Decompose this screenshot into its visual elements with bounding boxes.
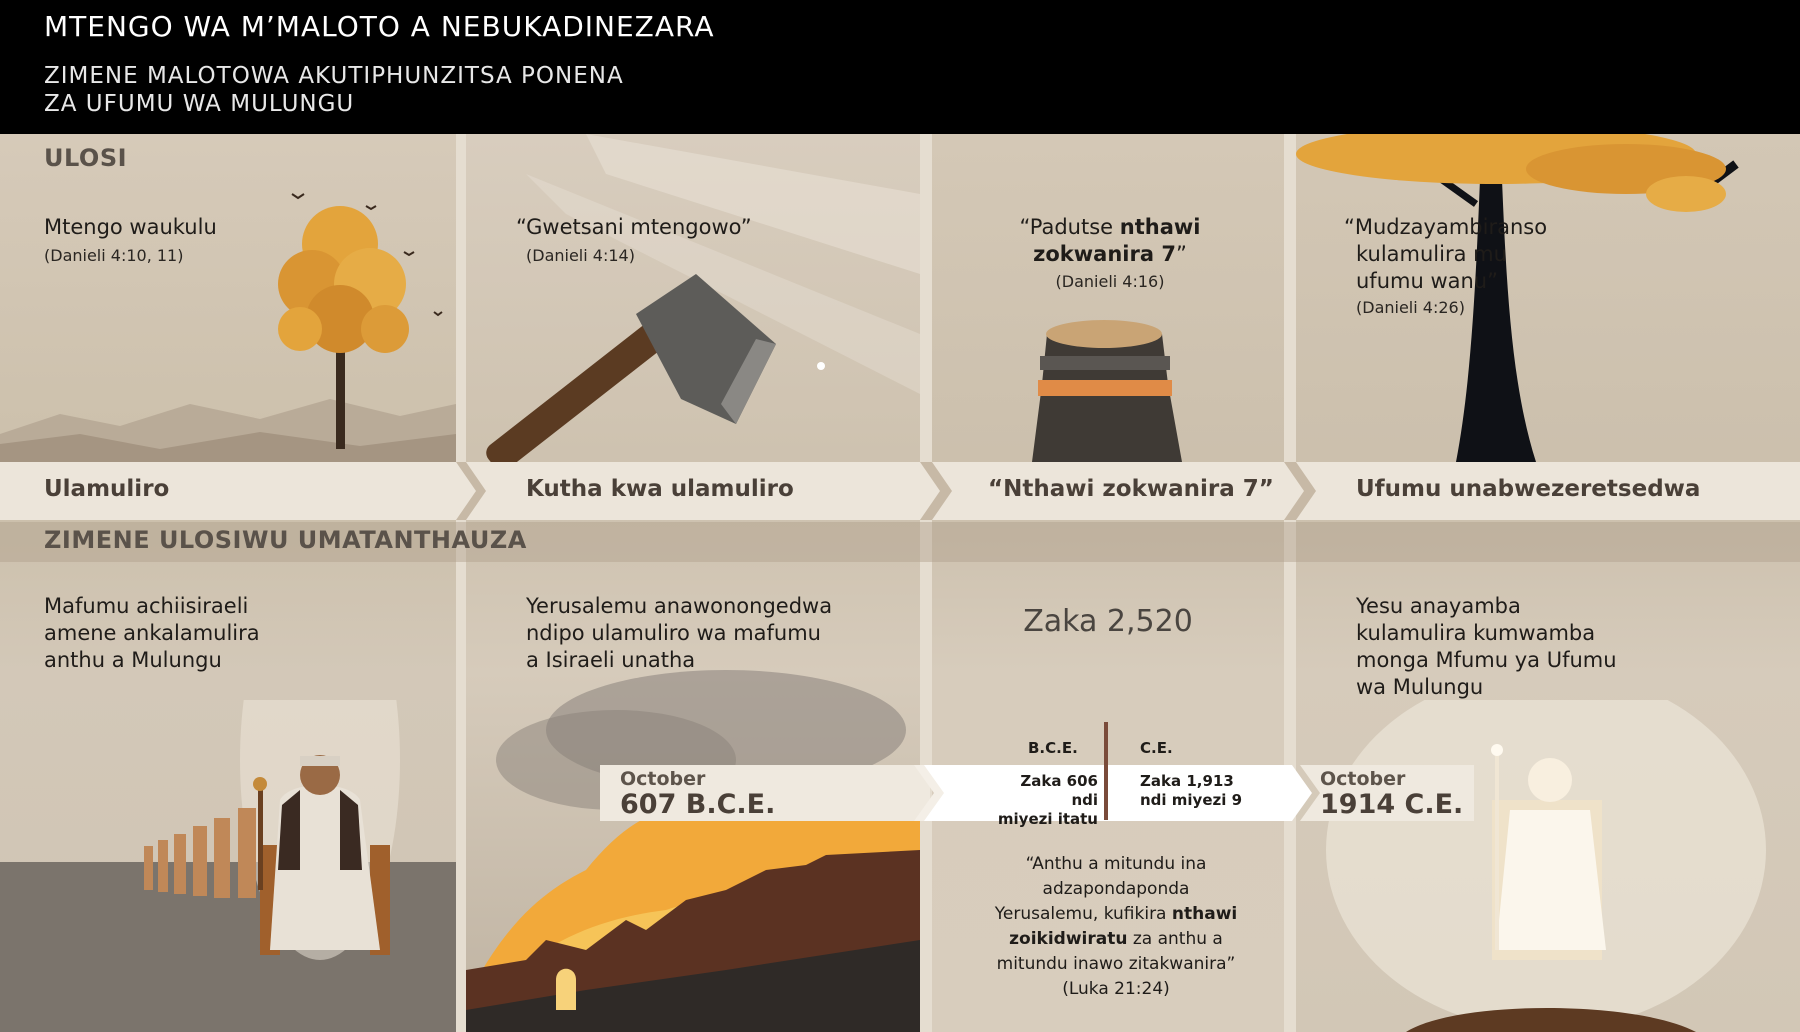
kings-illustration [0, 700, 456, 1032]
ce-duration-line-1: Zaka 1,913 [1140, 772, 1234, 790]
page-subtitle [44, 62, 744, 118]
prophecy-4-line-2: kulamulira mu [1356, 242, 1507, 266]
prophecy-4-line-1: “Mudzayambiranso [1344, 215, 1548, 239]
stump-icon [1032, 320, 1182, 462]
column-divider [456, 134, 466, 1032]
bce-label: B.C.E. [1028, 739, 1078, 757]
quote-reference: (Luka 21:24) [1062, 979, 1170, 999]
fulfillment-4-line-2: kulamulira kumwamba [1356, 621, 1596, 645]
throne-illustration [1296, 700, 1800, 1032]
timeline-start-date [620, 768, 775, 820]
prophecy-2-text: “Gwetsani mtengowo” [516, 215, 752, 239]
ce-duration-line-2: ndi miyezi 9 [1140, 791, 1243, 809]
timeline-end-date [1320, 768, 1463, 820]
fulfillment-4-line-4: wa Mulungu [1356, 675, 1484, 699]
prophecy-4-line-3: ufumu wanu” [1356, 269, 1498, 293]
kings-row-icon [144, 808, 256, 898]
quote-line-3b: nthawi [1171, 904, 1238, 924]
quote-line-1: “Anthu a mitundu ina [1025, 854, 1207, 874]
luke-quote [960, 852, 1272, 1002]
prophecy-3-text [960, 214, 1260, 268]
bce-duration-line-2: miyezi itatu [997, 810, 1098, 828]
prophecy-2-ref: (Danieli 4:14) [526, 246, 635, 265]
fulfillment-4-line-1: Yesu anayamba [1356, 594, 1521, 618]
fulfillment-2-text [526, 593, 832, 674]
quote-line-2: adzapondaponda [1042, 879, 1190, 899]
quote-line-5: mitundu inawo zitakwanira” [996, 954, 1236, 974]
arrow-label-1: Ulamuliro [44, 476, 170, 502]
prophecy-4-text [1344, 214, 1547, 295]
quote-line-4a: zoikidwiratu [1009, 929, 1128, 949]
timeline-start-year: 607 B.C.E. [620, 789, 776, 820]
section-label-fulfillment: ZIMENE ULOSIWU UMATANTHAUZA [44, 526, 527, 554]
section-label-prophecy: ULOSI [44, 144, 128, 172]
stump-illustration [932, 134, 1284, 462]
prophecy-3-line-2b: ” [1175, 242, 1187, 266]
ce-label: C.E. [1140, 739, 1173, 757]
prophecy-3-ref: (Danieli 4:16) [1055, 272, 1165, 291]
arrow-bar [0, 462, 1800, 520]
ce-duration [1140, 772, 1242, 810]
arrow-label-4: Ufumu unabwezeretsedwa [1356, 476, 1701, 502]
prophecy-3-line-1b: nthawi [1119, 215, 1201, 239]
timeline-end-year: 1914 C.E. [1320, 789, 1464, 820]
arrow-label-3: “Nthawi zokwanira 7” [988, 476, 1274, 502]
prophecy-3-line-1a: “Padutse [1019, 215, 1120, 239]
fulfillment-2-line-2: ndipo ulamuliro wa mafumu [526, 621, 821, 645]
subtitle-line-2: ZA UFUMU WA MULUNGU [44, 91, 355, 117]
fulfillment-1-line-1: Mafumu achiisiraeli [44, 594, 249, 618]
header [0, 0, 1800, 134]
prophecy-1-ref: (Danieli 4:10, 11) [44, 246, 184, 265]
bce-duration-line-1: Zaka 606 ndi [1020, 772, 1098, 809]
quote-line-4b: za anthu a [1127, 929, 1223, 949]
tree-illustration [0, 134, 456, 462]
axe-illustration [466, 134, 920, 462]
years-2520-label: Zaka 2,520 [1023, 604, 1193, 639]
timeline-start-month: October [620, 768, 706, 790]
column-divider [1284, 134, 1296, 1032]
prophecy-1-text: Mtengo waukulu [44, 215, 217, 239]
column-divider [920, 134, 932, 1032]
fulfillment-4-line-3: monga Mfumu ya Ufumu [1356, 648, 1617, 672]
fulfillment-2-line-1: Yerusalemu anawonongedwa [526, 594, 833, 618]
page-title: MTENGO WA M’MALOTO A NEBUKADINEZARA [44, 10, 715, 43]
bce-ce-divider [1104, 722, 1108, 820]
fulfillment-1-line-3: anthu a Mulungu [44, 648, 222, 672]
timeline-end-month: October [1320, 768, 1406, 790]
bce-duration [990, 772, 1098, 829]
fulfillment-1-text [44, 593, 260, 674]
prophecy-3-line-2a: zokwanira 7 [1033, 242, 1176, 266]
arrow-label-2: Kutha kwa ulamuliro [526, 476, 794, 502]
fulfillment-1-line-2: amene ankalamulira [44, 621, 260, 645]
fulfillment-2-line-3: a Isiraeli unatha [526, 648, 696, 672]
prophecy-4-ref: (Danieli 4:26) [1356, 298, 1465, 317]
quote-line-3a: Yerusalemu, kufikira [994, 904, 1172, 924]
fulfillment-4-text [1356, 593, 1617, 701]
burning-city-illustration [466, 620, 920, 1032]
subtitle-line-1: ZIMENE MALOTOWA AKUTIPHUNZITSA PONENA [44, 63, 624, 89]
